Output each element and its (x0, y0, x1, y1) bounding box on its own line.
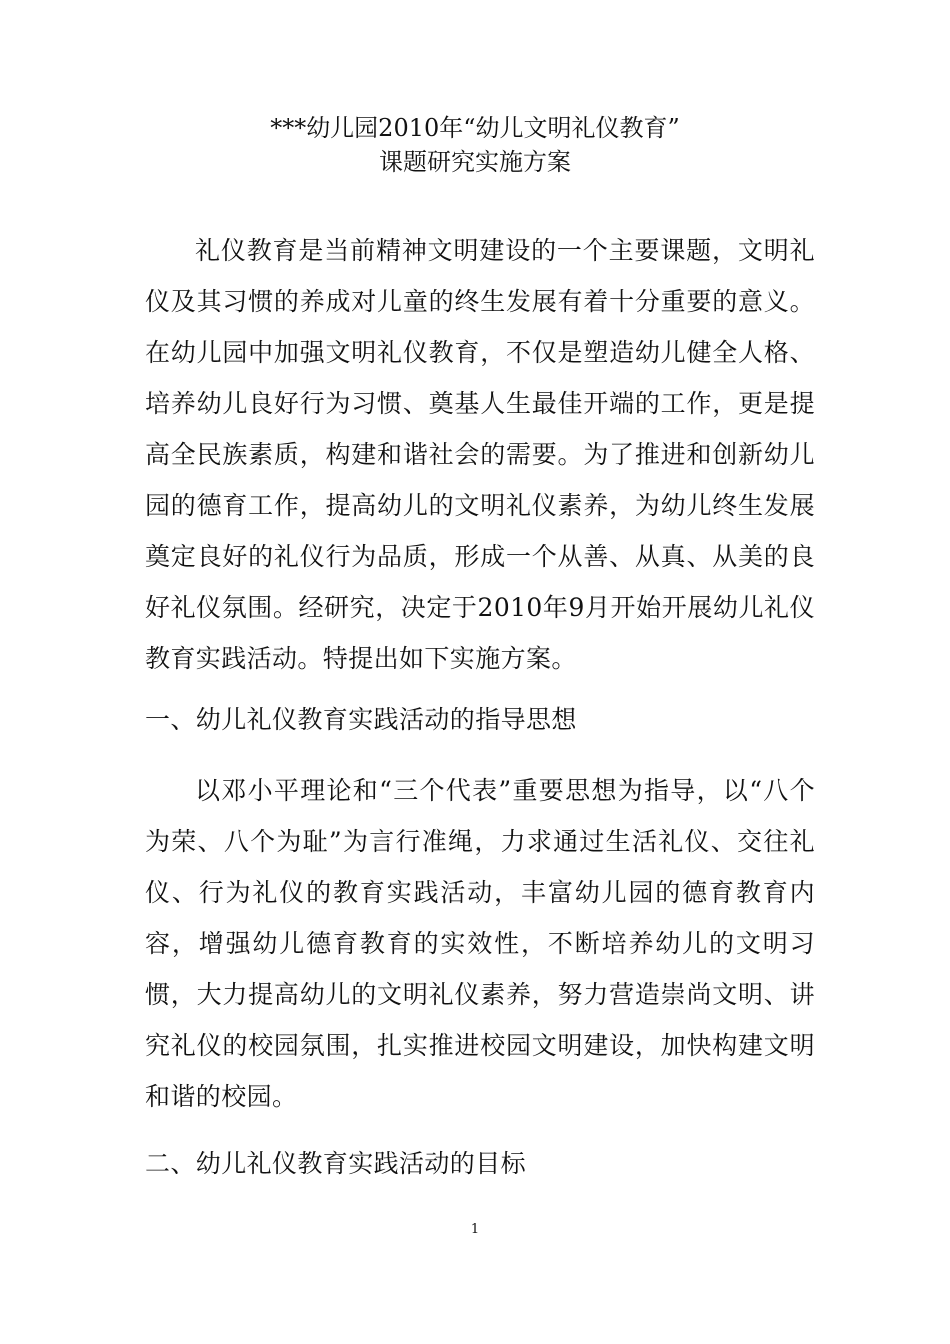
document-title-line-1: ***幼儿园2010年“幼儿文明礼仪教育” (270, 114, 680, 142)
page-number: 1 (470, 1222, 480, 1237)
section-1-paragraph: 以邓小平理论和“三个代表”重要思想为指导，以“八个为荣、八个为耻”为言行准绳，力求通过生活礼仪、交往礼仪、行为礼仪的教育实践活动，丰富幼儿园的德育教育内容，增强幼儿德育教育的实效性，不断培养幼儿的文明习惯，大力提高幼儿的文明礼仪素养，努力营造崇尚文明、讲究礼仪的校园氛围，扎实推进校园文明建设，加快构建文明和谐的校园。 (145, 776, 815, 1111)
intro-paragraph: 礼仪教育是当前精神文明建设的一个主要课题，文明礼仪及其习惯的养成对儿童的终生发展有着十分重要的意义。在幼儿园中加强文明礼仪教育，不仅是塑造幼儿健全人格、培养幼儿良好行为习惯、奠基人生最佳开端的工作，更是提高全民族素质，构建和谐社会的需要。为了推进和创新幼儿园的德育工作，提高幼儿的文明礼仪素养，为幼儿终生发展奠定良好的礼仪行为品质，形成一个从善、从真、从美的良好礼仪氛围。经研究，决定于2010年9月开始开展幼儿礼仪教育实践活动。特提出如下实施方案。 (145, 236, 815, 673)
section-2-heading: 二、幼儿礼仪教育实践活动的目标 (145, 1149, 527, 1178)
document-title-line-2: 课题研究实施方案 (379, 148, 571, 176)
section-1-heading: 一、幼儿礼仪教育实践活动的指导思想 (145, 705, 577, 734)
